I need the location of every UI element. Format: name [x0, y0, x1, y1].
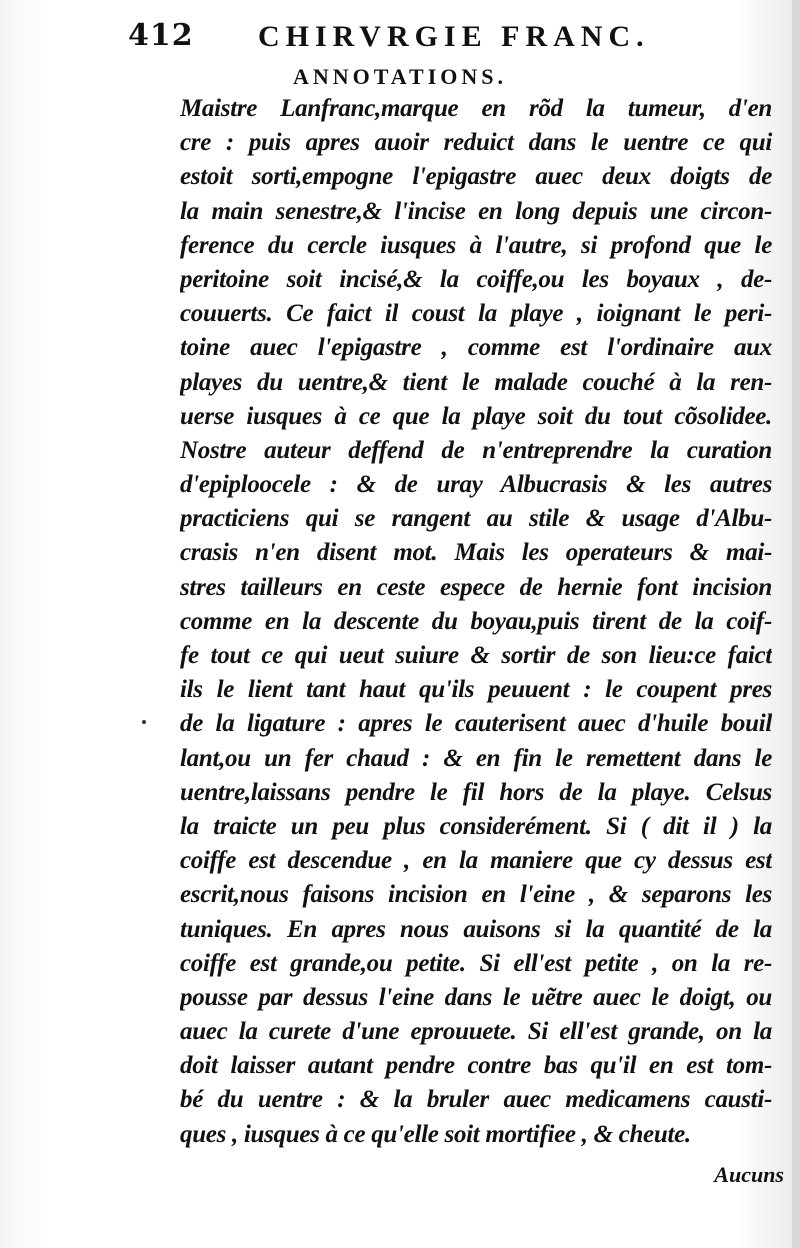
text-line: stres tailleurs en ceste espece de hernie font incision: [180, 573, 772, 601]
text-line: fe tout ce qui ueut suiure & sortir de son lieu:ce faict: [180, 642, 772, 669]
text-line: pousse par dessus l'eine dans le uẽtre auec le doigt, ou: [180, 983, 772, 1011]
text-line: Nostre auteur deffend de n'entreprendre la curation: [180, 436, 772, 464]
text-line: tuniques. En apres nous auisons si la quantité de la: [180, 915, 772, 943]
text-line: lant,ou un fer chaud : & en fin le remettent dans le: [180, 744, 772, 772]
text-line: ference du cercle iusques à l'autre, si profond que le: [180, 231, 772, 259]
page-header: [128, 18, 788, 58]
text-line: bé du uentre : & la bruler auec medicamens causti-: [180, 1086, 772, 1114]
text-line: estoit sorti,empogne l'epigastre auec deux doigts de: [180, 163, 772, 191]
catchword: Aucuns: [714, 1162, 784, 1187]
text-line: practiciens qui se rangent au stile & usage d'Albu-: [180, 505, 772, 533]
body-text: [180, 92, 772, 1152]
page-number: 412: [128, 18, 194, 53]
text-line: comme en la descente du boyau,puis tirent de la coif-: [180, 607, 772, 635]
text-line: doit laisser autant pendre contre bas qu'il en est tom-: [180, 1052, 772, 1080]
text-line: ques , iusques à ce qu'elle soit mortifiee , & cheute.: [180, 1120, 691, 1148]
text-line: la traicte un peu plus considerément. Si ( dit il ) la: [180, 812, 772, 840]
text-line: peritoine soit incisé,& la coiffe,ou les boyaux , de-: [180, 265, 772, 293]
margin-dot: [142, 720, 146, 724]
text-line: coiffe est descendue , en la maniere que cy dessus est: [180, 847, 772, 875]
text-line: de la ligature : apres le cauterisent auec d'huile bouil: [180, 710, 772, 738]
section-title: ANNOTATIONS.: [292, 64, 508, 89]
text-line: coiffe est grande,ou petite. Si ell'est petite , on la re-: [180, 949, 772, 977]
text-line: escrit,nous faisons incision en l'eine , & separons les: [180, 881, 772, 909]
text-line: couuerts. Ce faict il coust la playe , ioignant le peri-: [180, 300, 772, 328]
text-line: la main senestre,& l'incise en long depuis une circon-: [180, 197, 772, 225]
text-line: Maistre Lanfranc,marque en rõd la tumeur, d'en: [180, 95, 772, 122]
text-line: playes du uentre,& tient le malade couché à la ren-: [180, 368, 772, 396]
text-line: toine auec l'epigastre , comme est l'ordinaire aux: [180, 334, 772, 362]
page-edge-shadow: [792, 0, 800, 1248]
text-line: cre : puis apres auoir reduict dans le uentre ce qui: [180, 129, 772, 157]
text-line: auec la curete d'une eprouuete. Si ell'est grande, on la: [180, 1018, 772, 1046]
text-line: uerse iusques à ce que la playe soit du tout cõsolidee.: [180, 402, 772, 430]
running-head: CHIRVRGIE FRANC.: [258, 20, 650, 53]
text-line: d'epiploocele : & de uray Albucrasis & les autres: [180, 471, 772, 499]
text-line: uentre,laissans pendre le fil hors de la playe. Celsus: [180, 778, 772, 806]
text-line: crasis n'en disent mot. Mais les operateurs & mai-: [180, 539, 772, 567]
text-line: ils le lient tant haut qu'ils peuuent : le coupent pres: [180, 676, 772, 704]
